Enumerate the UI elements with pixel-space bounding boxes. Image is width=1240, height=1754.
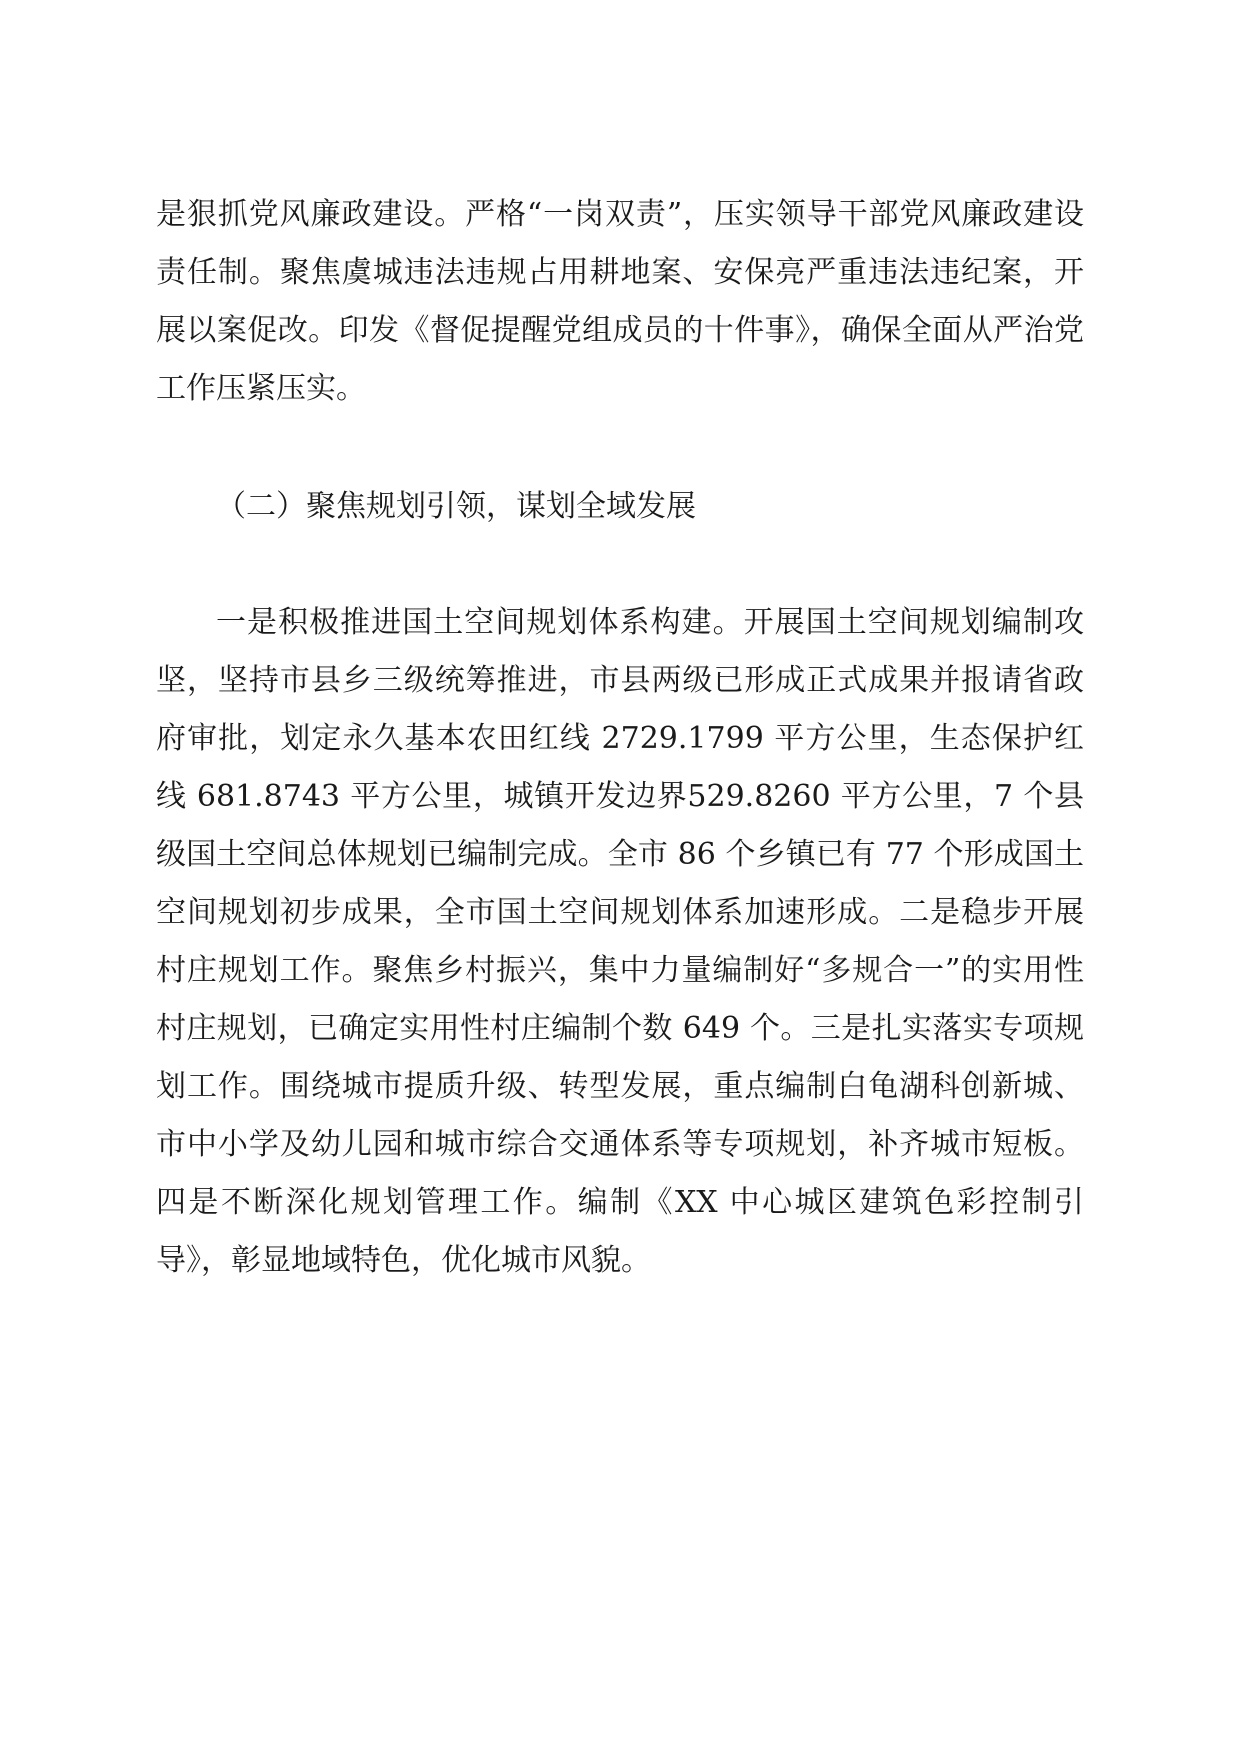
paragraph-spacer	[156, 418, 1084, 478]
paragraph-spacer	[156, 536, 1084, 594]
paragraph-party-conduct: 是狠抓党风廉政建设。严格“一岗双责”，压实领导干部党风廉政建设责任制。聚焦虞城违法违规占用耕地案、安保亮严重违法违纪案，开展以案促改。印发《督促提醒党组成员的十件事》，确保全面从严治党工作压紧压实。	[156, 197, 1084, 406]
section-heading-planning: （二）聚焦规划引领，谋划全域发展	[216, 489, 696, 524]
document-body	[156, 186, 1084, 1290]
paragraph-spatial-planning: 一是积极推进国土空间规划体系构建。开展国土空间规划编制攻坚，坚持市县乡三级统筹推进，市县两级已形成正式成果并报请省政府审批，划定永久基本农田红线 2729.1799 平方公里，生态保护红线 681.8743 平方公里，城镇开发边界529.8260 平方公里，7 个县级国土空间总体规划已编制完成。全市 86 个乡镇已有 77 个形成国土空间规划初步成果，全市国土空间规划体系加速形成。二是稳步开展村庄规划工作。聚焦乡村振兴，集中力量编制好“多规合一”的实用性村庄规划，已确定实用性村庄编制个数 649 个。三是扎实落实专项规划工作。围绕城市提质升级、转型发展，重点编制白龟湖科创新城、市中小学及幼儿园和城市综合交通体系等专项规划，补齐城市短板。四是不断深化规划管理工作。编制《XX 中心城区建筑色彩控制引导》，彰显地域特色，优化城市风貌。	[156, 605, 1084, 1278]
